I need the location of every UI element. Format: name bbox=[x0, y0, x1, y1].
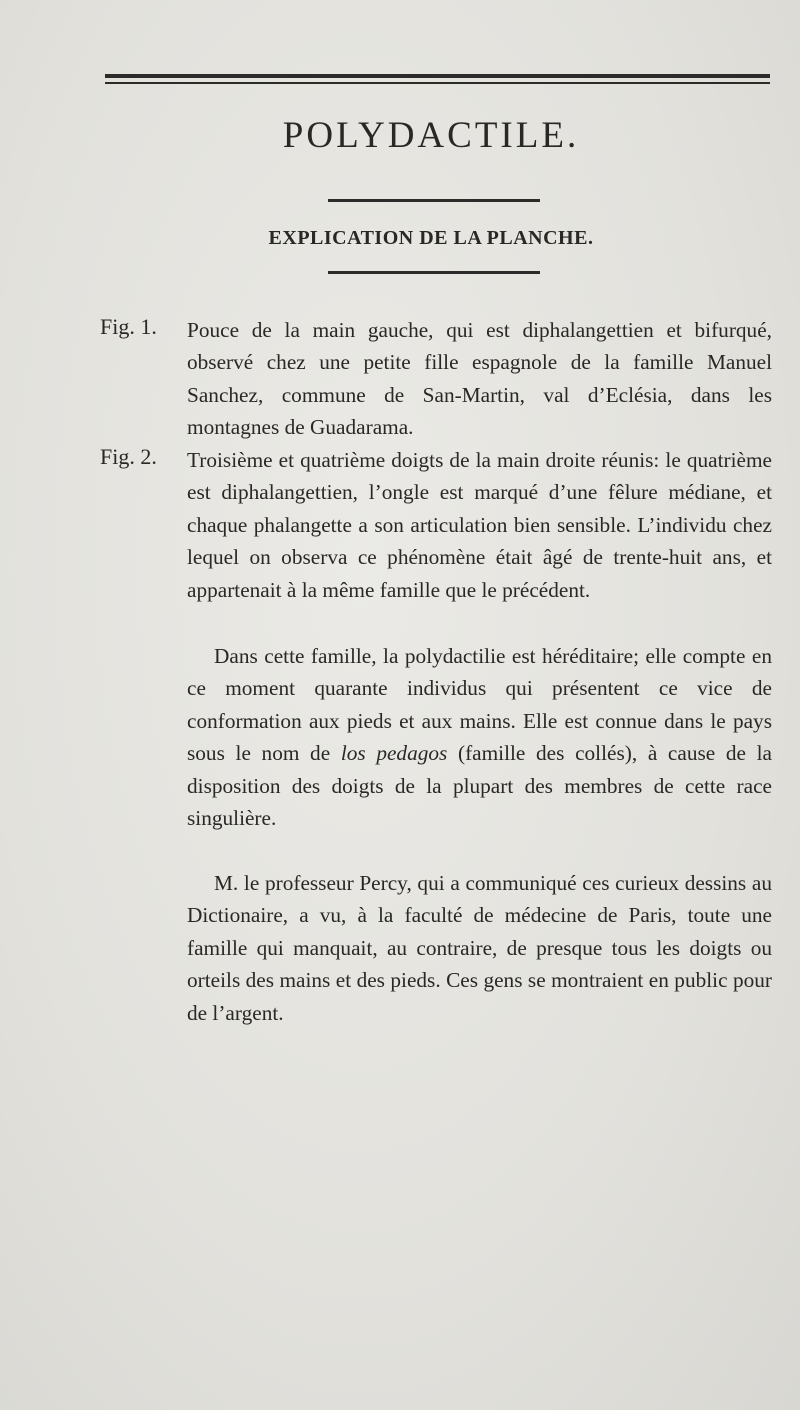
figure-label: Fig. 1. bbox=[100, 314, 157, 339]
figure-label: Fig. 2. bbox=[100, 444, 157, 469]
italic-term: los pedagos bbox=[340, 741, 448, 766]
figure-description: Pouce de la main gauche, qui est diphalangettien et bifurqué, observé chez une petite fille espagnole de la famille Manuel Sanchez, commune de San-Martin, val d’Eclésia, dans les montagnes de Guadarama. bbox=[187, 318, 772, 440]
header-rule-thin bbox=[105, 82, 770, 84]
page-title: POLYDACTILE. bbox=[282, 115, 580, 156]
paragraph-text: Dans cette famille, la polydactilie est héréditaire; elle compte en ce moment quarante individus qui présentent ce vice de conformation aux pieds et aux mains. Elle est connue dans le pays sous le nom de bbox=[187, 644, 772, 766]
paragraph-family bbox=[187, 640, 772, 834]
section-subtitle: EXPLICATION DE LA PLANCHE. bbox=[268, 227, 594, 249]
figure-description: Troisième et quatrième doigts de la main droite réunis: le quatrième est diphalangettien, l’ongle est marqué d’une fêlure médiane, et chaque phalangette a son articulation bien sensible. L’individu chez lequel on observa ce phénomène était âgé de trente-huit ans, et appartenait à la même famille que le précédent. bbox=[187, 448, 772, 602]
paragraph-text: (famille des collés), à cause de la disposition des doigts de la plupart des membres de cette race singulière. bbox=[187, 741, 772, 831]
subtitle-rule-bottom bbox=[328, 271, 540, 274]
subtitle-rule-top bbox=[328, 199, 540, 202]
header-rule-thick bbox=[105, 74, 770, 78]
figure-1-entry bbox=[100, 314, 772, 444]
paragraph-percy: M. le professeur Percy, qui a communiqué ces curieux dessins au Dictionaire, a vu, à la faculté de médecine de Paris, toute une famille qui manquait, au contraire, de presque tous les doigts ou orteils des mains et des pieds. Ces gens se montraient en public pour de l’argent. bbox=[187, 871, 772, 1025]
figure-2-entry bbox=[100, 444, 772, 606]
